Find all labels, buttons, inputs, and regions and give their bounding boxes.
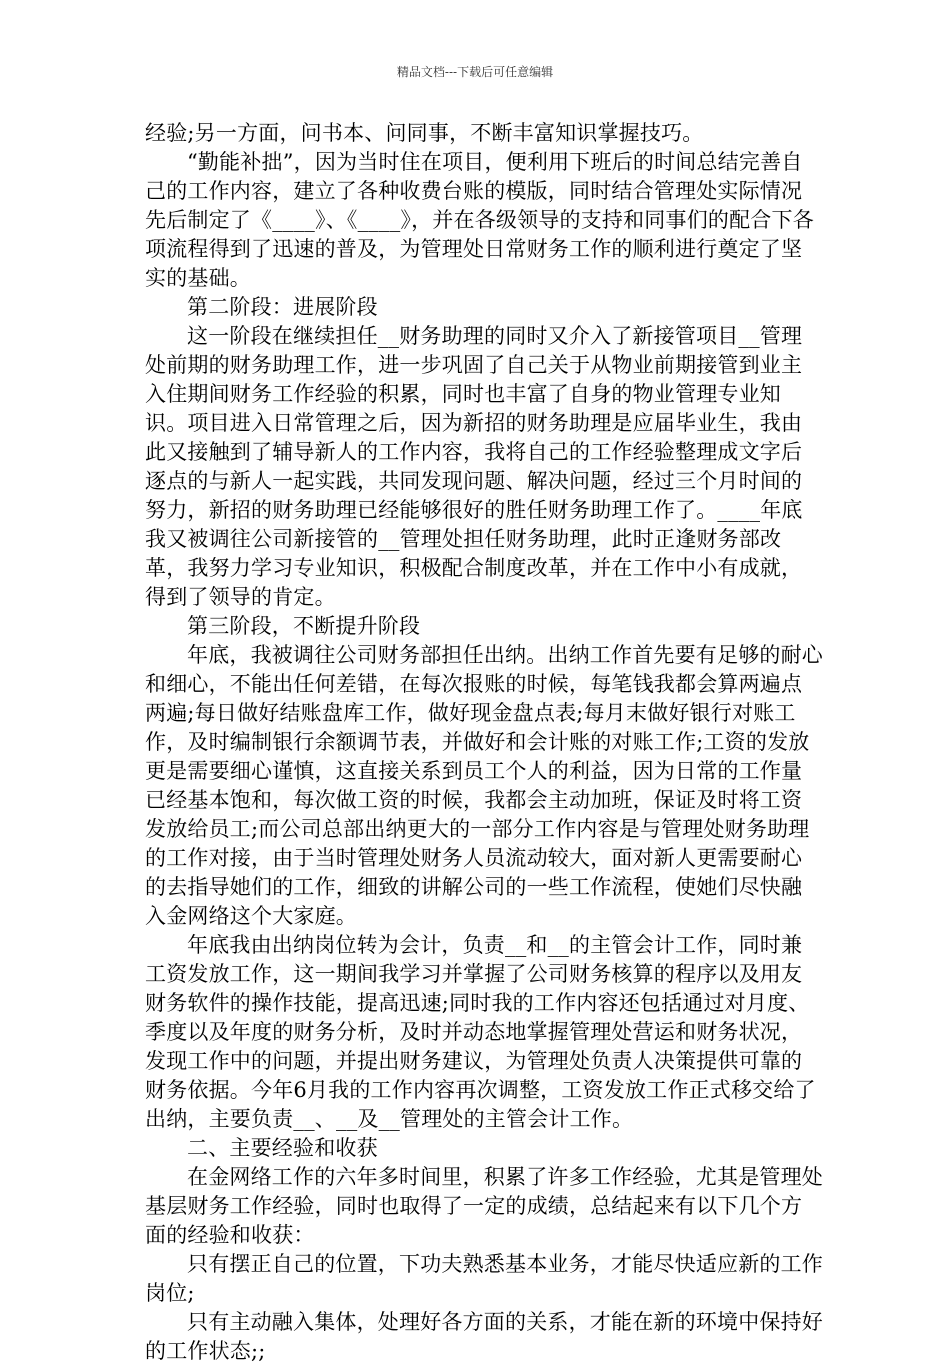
section-heading: 第三阶段，不断提升阶段: [187, 614, 421, 638]
paragraph: 年底我由出纳岗位转为会计，负责__和__的主管会计工作，同时兼工资发放工作，这一期间我学习并掌握了公司财务核算的程序以及用友财务软件的操作技能，提高迅速;同时我的工作内容还包括通过对月度、季度以及年度的财务分析，及时并动态地掌握管理处营运和财务状况，发现工作中的问题，并提出财务建议，为管理处负责人决策提供可靠的财务依据。今年6月我的工作内容再次调整，工资发放工作正式移交给了出纳，主要负责__、__及__管理处的主管会计工作。: [145, 933, 816, 1131]
section-heading: 第二阶段：进展阶段: [187, 295, 378, 319]
section-heading: 二、主要经验和收获: [187, 1136, 378, 1160]
paragraph: 经验;另一方面，问书本、问同事，不断丰富知识掌握技巧。: [145, 121, 704, 145]
paragraph: 只有主动融入集体，处理好各方面的关系，才能在新的环境中保持好的工作状态;;: [145, 1310, 823, 1363]
paragraph: “勤能补拙”，因为当时住在项目，便利用下班后的时间总结完善自己的工作内容，建立了各种收费台账的模版，同时结合管理处实际情况先后制定了《____》、《____》，并在各级领导的支持和同事们的配合下各项流程得到了迅速的普及，为管理处日常财务工作的顺利进行奠定了坚实的基础。: [145, 150, 814, 290]
page-header: 精品文档---下载后可任意编辑: [396, 65, 554, 79]
document-body: [145, 119, 823, 1366]
paragraph: 年底，我被调往公司财务部担任出纳。出纳工作首先要有足够的耐心和细心，不能出任何差错，在每次报账的时候，每笔钱我都会算两遍点两遍;每日做好结账盘库工作，做好现金盘点表;每月末做好银行对账工作，及时编制银行余额调节表，并做好和会计账的对账工作;工资的发放更是需要细心谨慎，这直接关系到员工个人的利益，因为日常的工作量已经基本饱和，每次做工资的时候，我都会主动加班，保证及时将工资发放给员工;而公司总部出纳更大的一部分工作内容是与管理处财务助理的工作对接，由于当时管理处财务人员流动较大，面对新人更需要耐心的去指导她们的工作，细致的讲解公司的一些工作流程，使她们尽快融入金网络这个大家庭。: [145, 643, 823, 928]
paragraph: 只有摆正自己的位置，下功夫熟悉基本业务，才能尽快适应新的工作岗位;: [145, 1252, 823, 1305]
paragraph: 这一阶段在继续担任__财务助理的同时又介入了新接管项目__管理处前期的财务助理工作，进一步巩固了自己关于从物业前期接管到业主入住期间财务工作经验的积累，同时也丰富了自身的物业管理专业知识。项目进入日常管理之后，因为新招的财务助理是应届毕业生，我由此又接触到了辅导新人的工作内容，我将自己的工作经验整理成文字后逐点的与新人一起实践，共同发现问题、解决问题，经过三个月时间的努力，新招的财务助理已经能够很好的胜任财务助理工作了。____年底我又被调往公司新接管的__管理处担任财务助理，此时正逢财务部改革，我努力学习专业知识，积极配合制度改革，并在工作中小有成就，得到了领导的肯定。: [145, 324, 803, 609]
paragraph: 在金网络工作的六年多时间里，积累了许多工作经验，尤其是管理处基层财务工作经验，同时也取得了一定的成绩，总结起来有以下几个方面的经验和收获：: [145, 1165, 823, 1247]
